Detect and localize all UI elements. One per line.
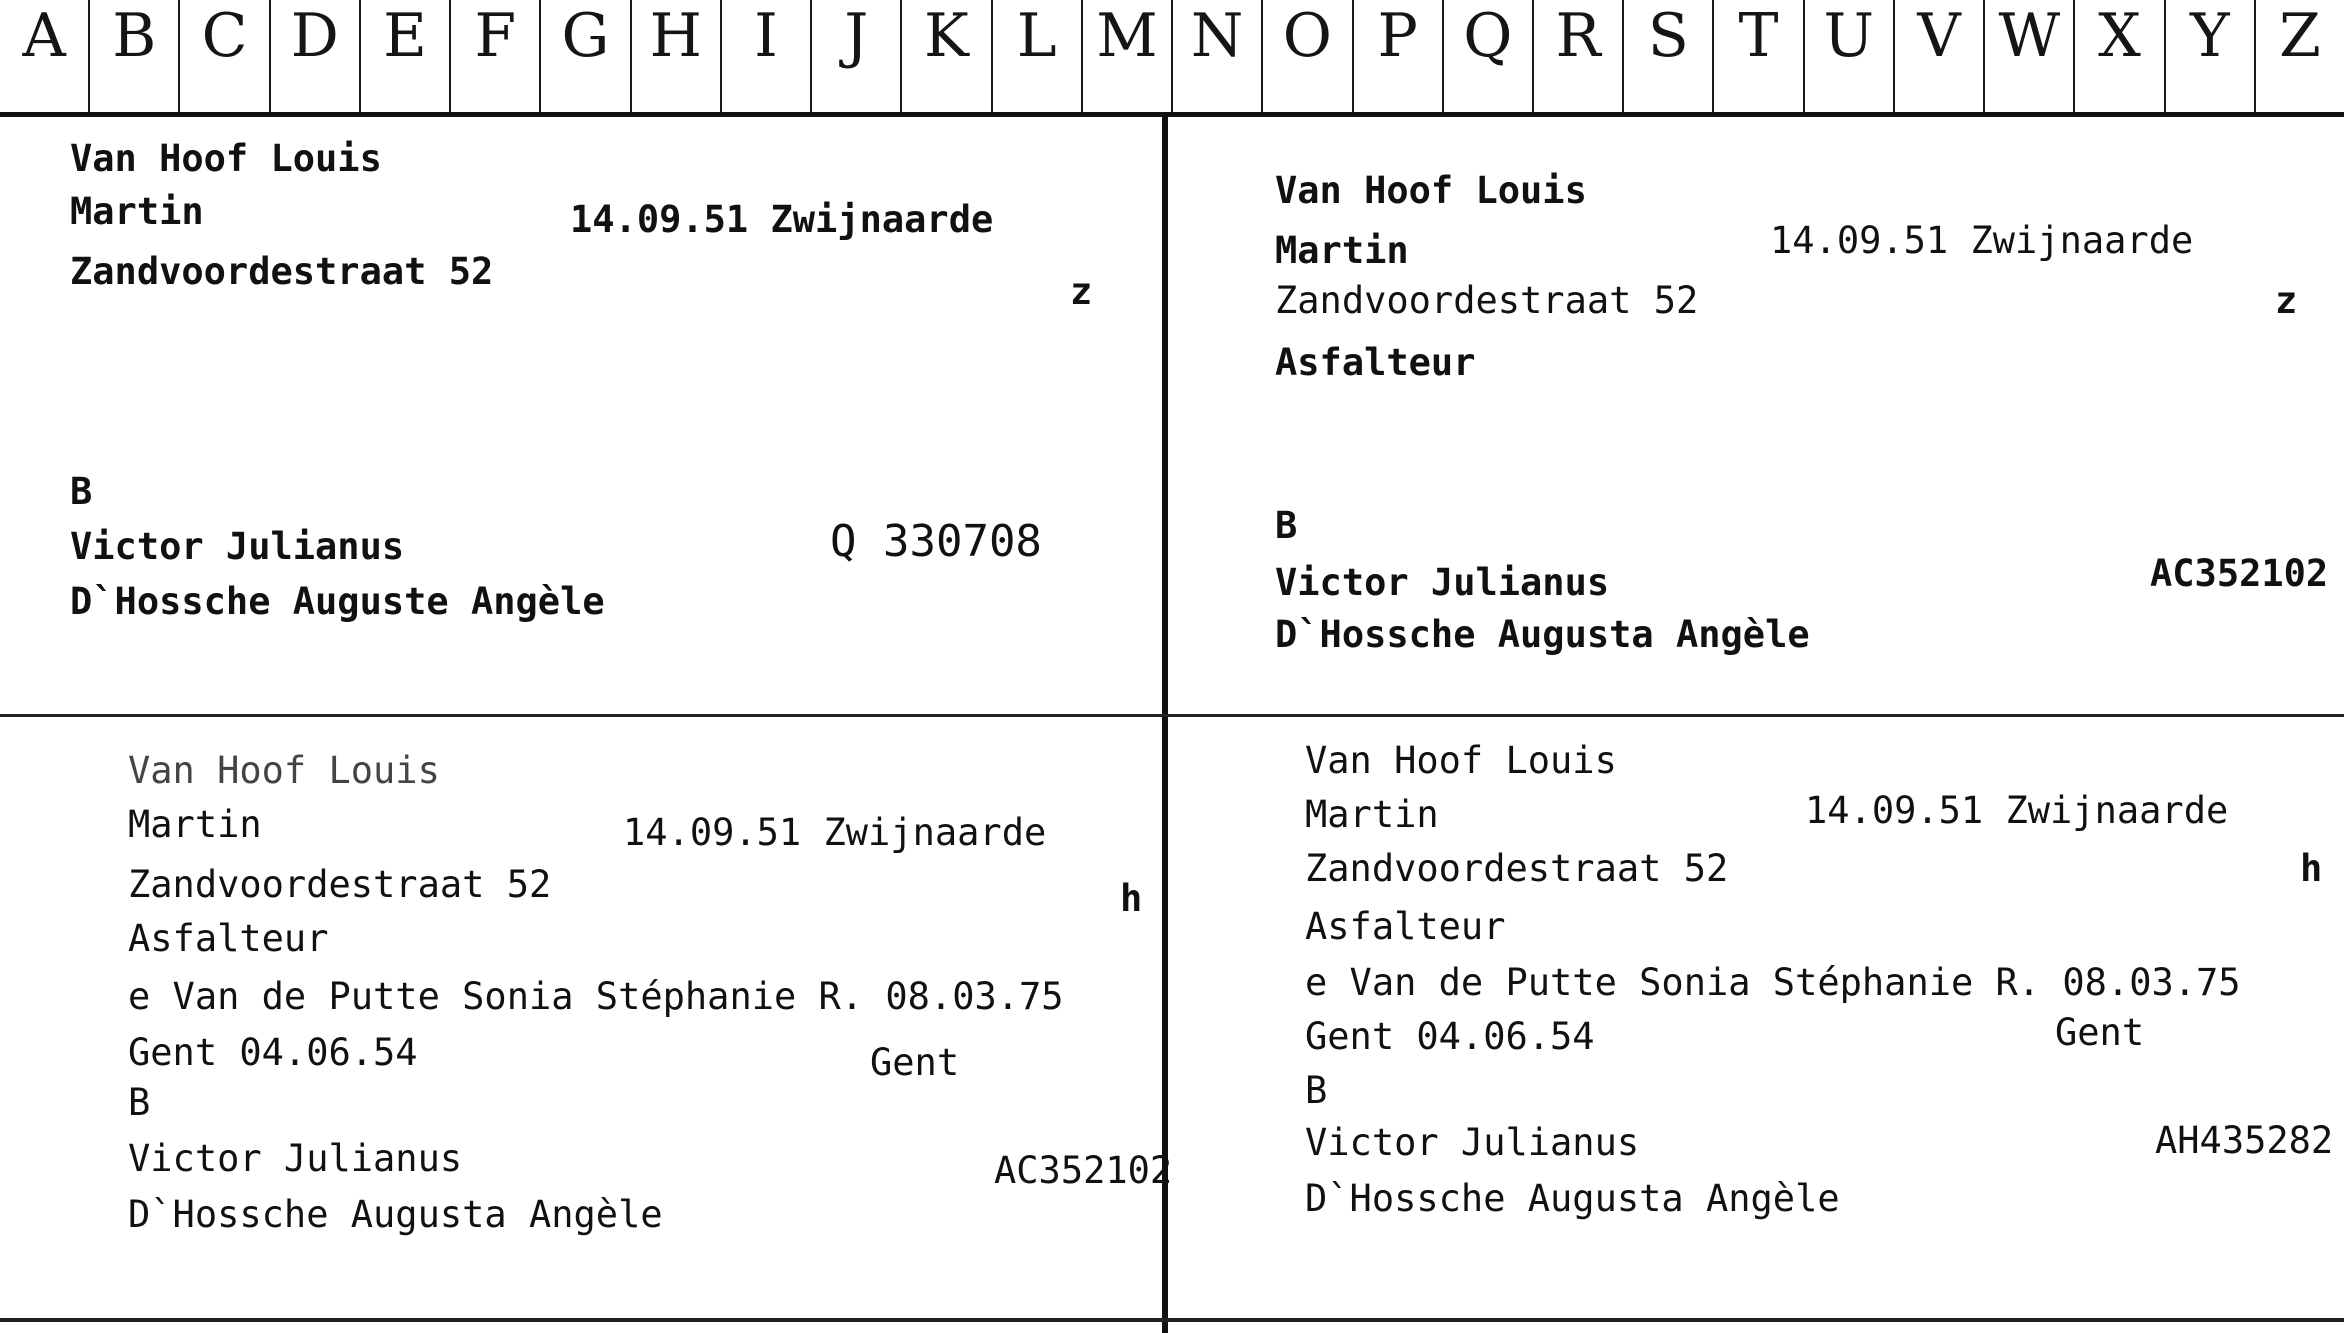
card-code: z — [1070, 270, 1093, 313]
card-name: Van Hoof Louis — [70, 137, 382, 180]
index-letter: R — [1534, 0, 1624, 112]
alphabet-index-strip — [0, 0, 2344, 112]
index-letter: O — [1263, 0, 1353, 112]
card-bottom-rule — [0, 1318, 2344, 1322]
index-letter: W — [1985, 0, 2075, 112]
card-spouse: e Van de Putte Sonia Stéphanie R. 08.03.75 — [1305, 961, 2241, 1004]
index-letter: E — [361, 0, 451, 112]
index-letter: B — [90, 0, 180, 112]
index-letter: D — [271, 0, 361, 112]
card-code: z — [2275, 279, 2298, 322]
card-birth: 14.09.51 Zwijnaarde — [1805, 789, 2229, 832]
card-father: Victor Julianus — [1305, 1121, 1640, 1164]
index-letter: Y — [2166, 0, 2256, 112]
card-father: Victor Julianus — [128, 1137, 463, 1180]
card-given-name: Martin — [1275, 229, 1409, 272]
card-address: Zandvoordestraat 52 — [128, 863, 552, 906]
card-father: Victor Julianus — [70, 525, 405, 568]
card-code: h — [1120, 877, 1143, 920]
card-row-divider — [0, 714, 2344, 717]
index-letter: G — [541, 0, 631, 112]
card-code: h — [2300, 847, 2323, 890]
card-occupation: Asfalteur — [1275, 341, 1476, 384]
index-letter: N — [1173, 0, 1263, 112]
card-mother: D`Hossche Augusta Angèle — [1275, 613, 1810, 656]
card-name: Van Hoof Louis — [1275, 169, 1587, 212]
card-section: B — [70, 470, 93, 513]
card-father: Victor Julianus — [1275, 561, 1610, 604]
index-letter: U — [1805, 0, 1895, 112]
card-name: Van Hoof Louis — [128, 749, 440, 792]
card-birth: 14.09.51 Zwijnaarde — [623, 811, 1047, 854]
card-occupation: Asfalteur — [128, 917, 329, 960]
card-number: AC352102 — [994, 1149, 1173, 1192]
card-number: Q 330708 — [830, 516, 1042, 567]
index-letter: L — [993, 0, 1083, 112]
card-spouse-birth: Gent 04.06.54 — [128, 1031, 418, 1074]
card-section: B — [1275, 504, 1298, 547]
index-letter: P — [1354, 0, 1444, 112]
card-mother: D`Hossche Auguste Angèle — [70, 580, 605, 623]
card-occupation: Asfalteur — [1305, 905, 1506, 948]
card-mother: D`Hossche Augusta Angèle — [1305, 1177, 1840, 1220]
card-address: Zandvoordestraat 52 — [1275, 279, 1699, 322]
card-given-name: Martin — [128, 803, 262, 846]
card-spouse: e Van de Putte Sonia Stéphanie R. 08.03.75 — [128, 975, 1064, 1018]
index-letter: H — [632, 0, 722, 112]
index-strip-rule — [0, 112, 2344, 117]
card-name: Van Hoof Louis — [1305, 739, 1617, 782]
index-letter: T — [1714, 0, 1804, 112]
card-birth: 14.09.51 Zwijnaarde — [1770, 219, 2194, 262]
index-letter: X — [2075, 0, 2165, 112]
index-letter: S — [1624, 0, 1714, 112]
card-number: AH435282 — [2155, 1119, 2334, 1162]
card-address: Zandvoordestraat 52 — [70, 250, 494, 293]
index-letter: J — [812, 0, 902, 112]
index-letter: I — [722, 0, 812, 112]
index-letter: V — [1895, 0, 1985, 112]
index-letter: M — [1083, 0, 1173, 112]
index-letter: Q — [1444, 0, 1534, 112]
index-letter: C — [180, 0, 270, 112]
card-section: B — [128, 1081, 151, 1124]
card-given-name: Martin — [1305, 793, 1439, 836]
card-address: Zandvoordestraat 52 — [1305, 847, 1729, 890]
card-marriage-place: Gent — [870, 1041, 960, 1084]
card-given-name: Martin — [70, 190, 204, 233]
index-letter: Z — [2279, 1, 2321, 71]
card-number: AC352102 — [2150, 552, 2329, 595]
index-letter: F — [451, 0, 541, 112]
index-letter: A — [0, 0, 90, 112]
card-spouse-birth: Gent 04.06.54 — [1305, 1015, 1595, 1058]
index-letter: K — [902, 0, 992, 112]
card-birth: 14.09.51 Zwijnaarde — [570, 198, 994, 241]
card-mother: D`Hossche Augusta Angèle — [128, 1193, 663, 1236]
card-marriage-place: Gent — [2055, 1011, 2145, 1054]
card-section: B — [1305, 1069, 1328, 1112]
